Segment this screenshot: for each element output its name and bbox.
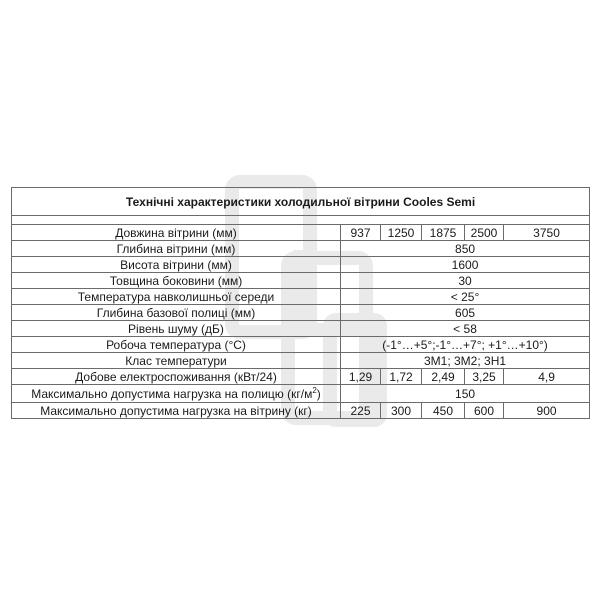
table-row	[12, 353, 590, 369]
table-row	[12, 337, 590, 353]
spec-table	[11, 187, 590, 419]
cell-value: 3М1; 3М2; 3Н1	[341, 353, 590, 369]
cell-value: 450	[422, 403, 465, 419]
cell-value: 937	[341, 225, 381, 241]
table-title-row	[12, 188, 590, 216]
row-label-noise: Рівень шуму (дБ)	[12, 321, 341, 337]
cell-value: 1,29	[341, 369, 381, 385]
table-row	[12, 305, 590, 321]
cell-value: 4,9	[504, 369, 590, 385]
row-label-height: Висота вітрини (мм)	[12, 257, 341, 273]
row-label-side-thickness: Товщина боковини (мм)	[12, 273, 341, 289]
row-label-power: Добове електроспоживання (кВт/24)	[12, 369, 341, 385]
table-row	[12, 289, 590, 305]
table-row	[12, 385, 590, 403]
table-row	[12, 257, 590, 273]
cell-value: 1600	[341, 257, 590, 273]
row-label-shelf-load	[12, 385, 341, 403]
cell-value: 150	[341, 385, 590, 403]
table-title: Технічні характеристики холодильної вітрини Cooles Semi	[12, 188, 590, 216]
cell-value: 2500	[465, 225, 504, 241]
table-row	[12, 241, 590, 257]
row-label-temp-class: Клас температури	[12, 353, 341, 369]
cell-value: 2,49	[422, 369, 465, 385]
cell-value: 1250	[381, 225, 422, 241]
cell-value: 600	[465, 403, 504, 419]
table-row	[12, 273, 590, 289]
row-label-working-temp: Робоча температура (°С)	[12, 337, 341, 353]
cell-value: 3750	[504, 225, 590, 241]
table-gap-row	[12, 216, 590, 225]
cell-value: (-1°…+5°;-1°…+7°; +1°…+10°)	[341, 337, 590, 353]
cell-value: < 58	[341, 321, 590, 337]
cell-value: 850	[341, 241, 590, 257]
cell-value: 225	[341, 403, 381, 419]
table-row	[12, 369, 590, 385]
row-label-depth: Глибина вітрини (мм)	[12, 241, 341, 257]
table-row	[12, 225, 590, 241]
cell-value: 30	[341, 273, 590, 289]
row-label-ambient-temp: Температура навколишньої середи	[12, 289, 341, 305]
row-label-case-load: Максимально допустима нагрузка на вітрину (кг)	[12, 403, 341, 419]
row-label-length: Довжина вітрини (мм)	[12, 225, 341, 241]
table-row	[12, 321, 590, 337]
shelf-load-label-sup: 2	[312, 385, 317, 395]
shelf-load-label-text: Максимально допустима нагрузка на полицю (кг/м	[31, 386, 313, 401]
cell-value: < 25°	[341, 289, 590, 305]
cell-value: 1,72	[381, 369, 422, 385]
table-row	[12, 403, 590, 419]
cell-value: 300	[381, 403, 422, 419]
cell-value: 1875	[422, 225, 465, 241]
cell-value: 3,25	[465, 369, 504, 385]
cell-value: 605	[341, 305, 590, 321]
cell-value: 900	[504, 403, 590, 419]
row-label-shelf-depth: Глибина базової полиці (мм)	[12, 305, 341, 321]
shelf-load-label-end: )	[316, 386, 321, 401]
